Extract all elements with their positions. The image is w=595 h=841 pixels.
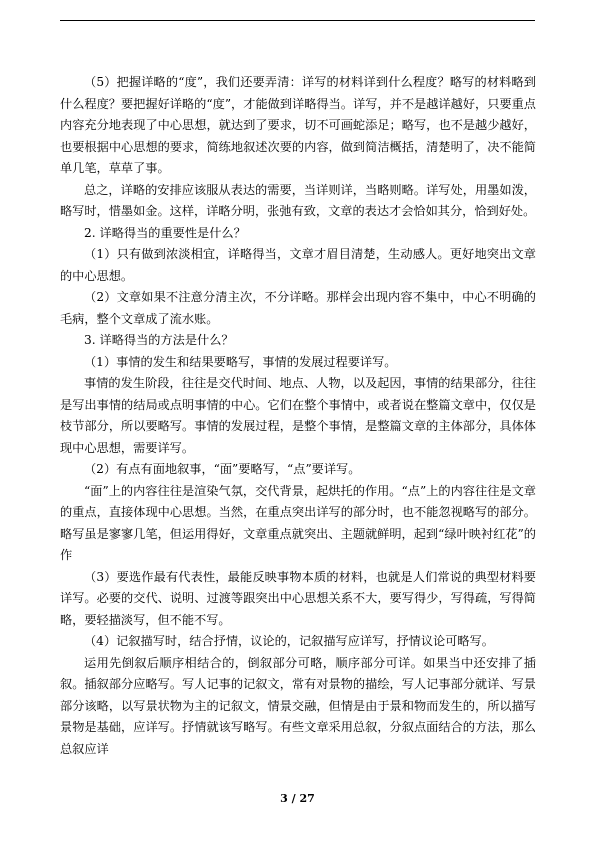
paragraph-method-2: （2）有点有面地叙事，“面”要略写，“点”要详写。 <box>84 462 361 476</box>
heading-methods: 3. 详略得当的方法是什么？ <box>84 333 234 347</box>
paragraph-method-1-detail: 事情的发生阶段，往往是交代时间、地点、人物，以及起因，事情的结果部分，往往是写出事情的结局或点明事情的中心。它们在整个事情中，或者说在整篇文章中，仅仅是枝节部分，所以要略写。事情的发展过程，是整个事情，是整篇文章的主体部分，具体体现中心思想，需要详写。 <box>60 376 536 455</box>
paragraph-method-4-detail: 运用先倒叙后顺序相结合的，倒叙部分可略，顺序部分可详。如果当中还安排了插叙。插叙部分应略写。写人记事的记叙文，常有对景物的描绘，写人记事部分就详、写景部分该略，以写景状物为主的记叙文，情景交融，但情是由于景和物而发生的，所以描写景物是基础，应详写。抒情就该写略写。有些文章采用总叙，分叙点面结合的方法，那么总叙应详 <box>60 655 536 756</box>
document-body <box>60 72 536 760</box>
page-number: 3 / 27 <box>280 792 315 805</box>
heading-importance: 2. 详略得当的重要性是什么？ <box>84 225 246 240</box>
paragraph-importance-1: （1）只有做到浓淡相宜，详略得当，文章才眉目清楚，生动感人。更好地突出文章的中心思想。 <box>60 247 536 283</box>
paragraph-method-3: （3）要选作最有代表性，最能反映事物本质的材料，也就是人们常说的典型材料要详写。必要的交代、说明、过渡等跟突出中心思想关系不大，要写得少，写得疏，写得简略，要轻描淡写，但不能不写。 <box>60 569 536 627</box>
paragraph-method-2-detail: “面”上的内容往往是渲染气氛，交代背景，起烘托的作用。“点”上的内容往往是文章的重点，直接体现中心思想。当然，在重点突出详写的部分时，也不能忽视略写的部分。略写虽是寥寥几笔，但运用得好，文章重点就突出、主题就鲜明，起到“绿叶映衬红花”的作 <box>60 483 536 562</box>
paragraph-importance-2: （2）文章如果不注意分清主次，不分详略。那样会出现内容不集中，中心不明确的毛病，整个文章成了流水账。 <box>60 290 536 326</box>
paragraph-method-1: （1）事情的发生和结果要略写，事情的发展过程要详写。 <box>84 354 397 369</box>
paragraph-degree-of-detail: （5）把握详略的“度”，我们还要弄清：详写的材料详到什么程度？略写的材料略到什么程度？要把握好详略的“度”，才能做到详略得当。详写，并不是越详越好，只要重点内容充分地表现了中心思想，就达到了要求，切不可画蛇添足；略写，也不是越少越好，也要根据中心思想的要求，简练地叙述次要的内容，做到简洁概括，清楚明了，决不能简单几笔，草草了事。 <box>60 75 536 175</box>
header-rule <box>60 20 535 21</box>
paragraph-method-4: （4）记叙描写时，结合抒情，议论的，记叙描写应详写，抒情议论可略写。 <box>84 634 494 648</box>
paragraph-summary: 总之，详略的安排应该服从表达的需要，当详则详，当略则略。详写处，用墨如泼，略写时，惜墨如金。这样，详略分明，张弛有致，文章的表达才会恰如其分，恰到好处。 <box>60 182 536 218</box>
